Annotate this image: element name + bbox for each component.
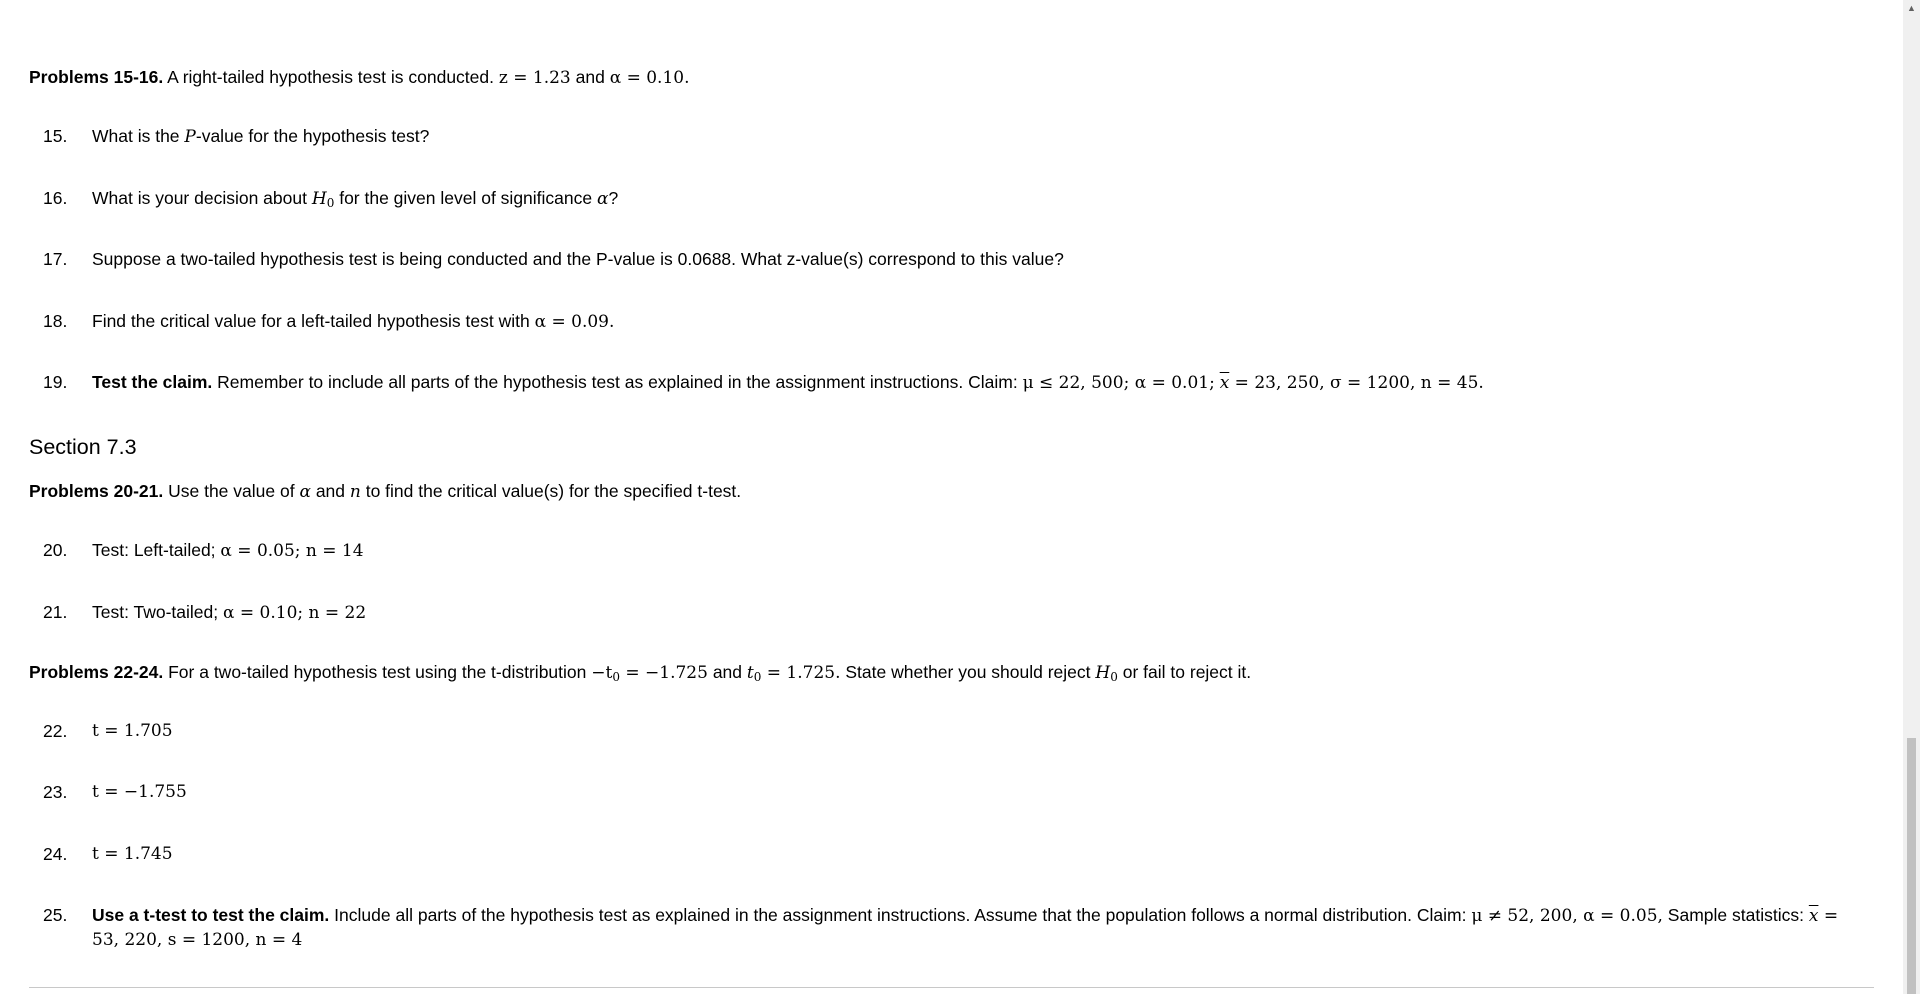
question-number: 15. xyxy=(43,126,68,146)
question-text xyxy=(92,187,618,211)
p-symbol: P xyxy=(184,127,196,147)
alpha-value: α = 0.09. xyxy=(534,312,615,332)
n-symbol: n xyxy=(349,482,361,502)
question-text xyxy=(92,125,429,149)
intro-text-post: to find the critical value(s) for the specified t-test. xyxy=(365,481,742,501)
question-number: 25. xyxy=(43,905,68,925)
and-word: and xyxy=(575,67,605,87)
question-text-pre: Find the critical value for a left-tailed hypothesis test with xyxy=(92,311,530,331)
h-subscript: 0 xyxy=(1110,670,1118,684)
neg-t0-subscript: 0 xyxy=(612,670,620,684)
test-params-math: α = 0.05; n = 14 xyxy=(220,541,364,561)
question-number: 20. xyxy=(43,540,68,560)
question-text-pre: What is your decision about xyxy=(92,188,307,208)
question-text-pre: What is the xyxy=(92,126,180,146)
t-value-math: t = −1.755 xyxy=(92,782,187,802)
and-word: and xyxy=(315,481,346,501)
intro-text-pre: For a two-tailed hypothesis test using the t-distribution xyxy=(168,662,587,682)
question-bold-lead: Use a t-test to test the claim. xyxy=(92,905,330,925)
claim-math: μ ≤ 22, 500; α = 0.01; xyxy=(1022,373,1215,393)
and-word: and xyxy=(712,662,743,682)
alpha-symbol: α xyxy=(597,189,609,209)
section-title: Section 7.3 xyxy=(29,435,137,459)
question-bold-lead: Test the claim. xyxy=(92,372,213,392)
alpha-value: α = 0.10. xyxy=(609,68,690,88)
sample-stats-math: = 53, 220, s = 1200, n = 4 xyxy=(92,906,1839,950)
problems-22-24-intro xyxy=(29,661,1251,685)
question-text xyxy=(92,310,614,334)
intro-text-post: or fail to reject it. xyxy=(1122,662,1252,682)
problems-20-21-intro xyxy=(29,480,741,504)
divider xyxy=(29,987,1874,988)
vertical-scrollbar[interactable] xyxy=(1903,0,1920,994)
t0-subscript: 0 xyxy=(753,670,762,684)
t0-value: = 1.725. xyxy=(761,663,841,683)
problems-15-16-text: A right-tailed hypothesis test is conducted. xyxy=(167,67,494,87)
h-symbol: H xyxy=(1095,663,1111,683)
x-bar-symbol: $\overline{x}$ xyxy=(1808,906,1819,926)
sample-statistics-label: Sample statistics: xyxy=(1667,905,1804,925)
t0-symbol: t xyxy=(746,663,754,683)
question-number: 18. xyxy=(43,311,68,331)
question-text-post: -value for the hypothesis test? xyxy=(195,126,430,146)
intro-text-pre: Use the value of xyxy=(168,481,295,501)
t-value-math: t = 1.745 xyxy=(92,844,173,864)
question-text-body: Remember to include all parts of the hypothesis test as explained in the assignment instructions. Claim: xyxy=(217,372,1018,392)
h-symbol: H xyxy=(311,189,327,209)
question-text xyxy=(92,904,1862,952)
problems-22-24-heading: Problems 22-24. xyxy=(29,662,164,682)
question-text: Suppose a two-tailed hypothesis test is being conducted and the P-value is 0.0688. What z-value(s) correspond to this value? xyxy=(92,249,1064,269)
scrollbar-thumb[interactable] xyxy=(1907,738,1916,994)
neg-t0-value: = −1.725 xyxy=(619,663,708,683)
question-text-post: for the given level of significance xyxy=(339,188,593,208)
question-text xyxy=(92,601,366,625)
sample-stats-math: = 23, 250, σ = 1200, n = 45. xyxy=(1229,373,1484,393)
claim-math: μ ≠ 52, 200, α = 0.05, xyxy=(1471,906,1663,926)
question-number: 24. xyxy=(43,844,68,864)
problems-20-21-heading: Problems 20-21. xyxy=(29,481,164,501)
question-mark: ? xyxy=(608,188,619,208)
problems-15-16-intro xyxy=(29,66,690,90)
question-text-body: Include all parts of the hypothesis test as explained in the assignment instructions. Assume that the population follows a normal distribution. Claim: xyxy=(334,905,1467,925)
neg-t0-symbol: −t xyxy=(591,663,613,683)
test-params-math: α = 0.10; n = 22 xyxy=(223,603,367,623)
t-value-math: t = 1.705 xyxy=(92,721,173,741)
x-bar-symbol: $\overline{x}$ xyxy=(1219,373,1230,393)
question-number: 23. xyxy=(43,782,68,802)
intro-text-mid: State whether you should reject xyxy=(845,662,1091,682)
question-number: 16. xyxy=(43,188,68,208)
alpha-symbol: α xyxy=(299,482,311,502)
question-number: 21. xyxy=(43,602,68,622)
triangle-up-icon[interactable]: ▲ xyxy=(1907,3,1916,13)
question-number: 17. xyxy=(43,249,68,269)
question-number: 19. xyxy=(43,372,68,392)
question-number: 22. xyxy=(43,721,68,741)
z-value: z = 1.23 xyxy=(498,68,571,88)
question-text xyxy=(92,539,364,563)
question-text-pre: Test: Left-tailed; xyxy=(92,540,216,560)
question-text xyxy=(92,371,1484,395)
question-text-pre: Test: Two-tailed; xyxy=(92,602,219,622)
h-subscript: 0 xyxy=(326,196,335,210)
problems-15-16-heading: Problems 15-16. xyxy=(29,67,164,87)
